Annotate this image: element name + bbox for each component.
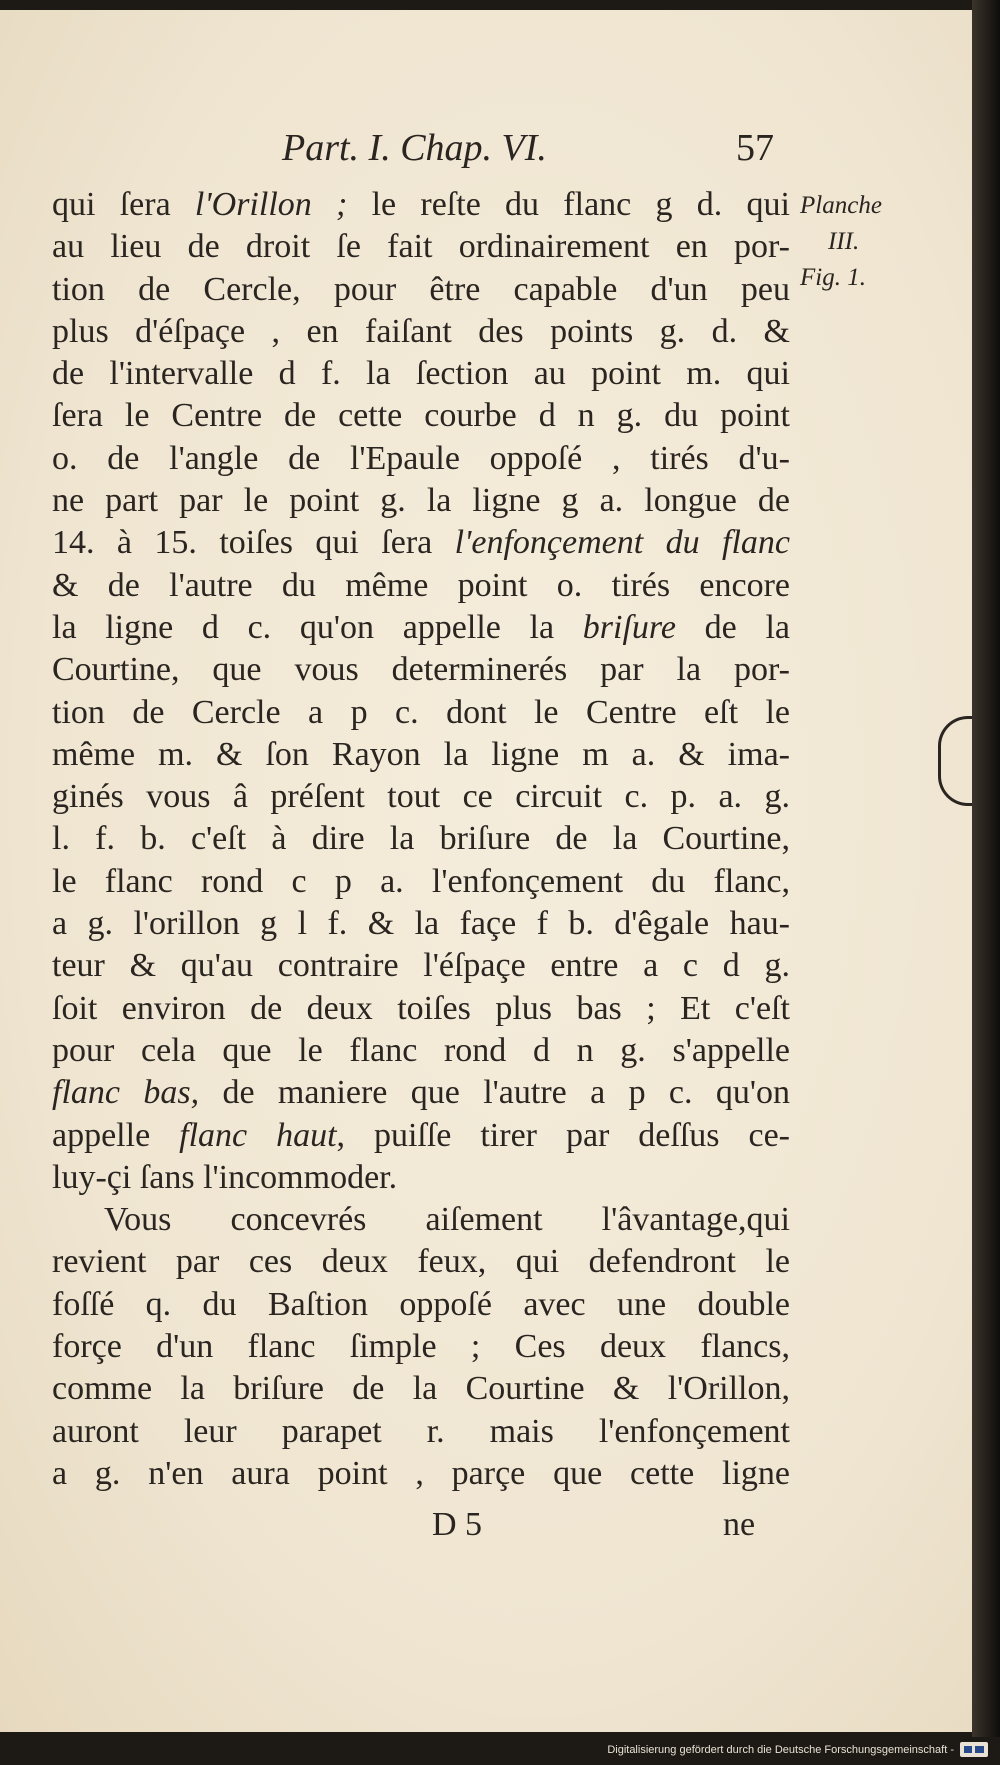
text-run: de l'intervalle d f. la ſection au point m. qui (52, 355, 790, 393)
text-run: le flanc rond c p a. l'enfonçement du flanc, (52, 862, 790, 900)
text-run: forçe d'un flanc ſimple ; Ces deux flancs, (52, 1328, 790, 1366)
text-run: , puiſſe tirer par deſſus ce- (336, 1116, 790, 1154)
italic-term: l'enfonçement du flanc (454, 524, 790, 562)
text-line (52, 945, 790, 987)
text-run: au lieu de droit ſe fait ordinairement en por- (52, 228, 790, 266)
text-run: de maniere que l'autre a p c. qu'on (199, 1074, 791, 1112)
text-line (52, 1411, 790, 1453)
text-run: tion de Cercle, pour être capable d'un peu (52, 270, 790, 308)
text-run: de la (675, 608, 790, 646)
text-line (52, 311, 790, 353)
text-line (52, 353, 790, 395)
catchword: ne (723, 1506, 756, 1543)
text-run: Vous concevrés aiſement l'âvantage,qui (104, 1201, 790, 1239)
margin-note-plate-number: III. (828, 228, 860, 255)
text-run: revient par ces deux feux, qui defendront le (52, 1243, 790, 1281)
text-line (52, 607, 790, 649)
margin-note-plate: Planche (800, 192, 882, 219)
text-line (52, 1284, 790, 1326)
body-text (52, 184, 790, 1495)
text-line (52, 1199, 790, 1241)
text-run: teur & qu'au contraire l'éſpaçe entre a c d g. (52, 947, 790, 985)
text-run: qui ſera (52, 186, 195, 223)
text-run: ſoit environ de deux toiſes plus bas ; Et c'eſt (52, 989, 790, 1027)
text-run: ginés vous â préſent tout ce circuit c. p. a. g. (52, 778, 790, 816)
text-line (52, 861, 790, 903)
text-run: luy-çi ſans l'incommoder. (52, 1158, 398, 1196)
text-line (52, 1241, 790, 1283)
text-run: appelle (52, 1116, 180, 1154)
italic-term: l'Orillon ; (194, 186, 348, 223)
text-line (52, 438, 790, 480)
text-run: auront leur parapet r. mais l'enfonçement (52, 1412, 790, 1450)
page-foot (0, 1506, 790, 1556)
text-run: Courtine, que vous determinerés par la por- (52, 651, 790, 689)
signature-mark: D 5 (432, 1506, 483, 1543)
text-line (52, 1030, 790, 1072)
text-line (52, 1157, 790, 1199)
text-line (52, 522, 790, 564)
text-line (52, 988, 790, 1030)
text-line (52, 692, 790, 734)
text-run: plus d'éſpaçe , en faiſant des points g. d. & (52, 312, 790, 350)
text-run: l. f. b. c'eſt à dire la briſure de la Courtine, (52, 820, 790, 858)
text-run: o. de l'angle de l'Epaule oppoſé , tirés d'u- (52, 439, 790, 477)
margin-note-figure: Fig. 1. (800, 264, 866, 291)
italic-term: flanc haut (179, 1116, 337, 1154)
text-line (52, 1326, 790, 1368)
text-run: & de l'autre du même point o. tirés encore (52, 566, 790, 604)
text-line (52, 565, 790, 607)
dfg-logo-icon (960, 1742, 988, 1757)
chapter-title: Part. I. Chap. VI. (282, 127, 547, 169)
running-head (0, 126, 790, 176)
text-line (52, 395, 790, 437)
text-line (52, 226, 790, 268)
text-run: la ligne d c. qu'on appelle la (52, 608, 583, 646)
text-line (52, 1368, 790, 1410)
text-line (52, 480, 790, 522)
text-run: a g. n'en aura point , parçe que cette ligne (52, 1454, 790, 1492)
credit-bar (0, 1737, 1000, 1765)
text-run: pour cela que le flanc rond d n g. s'appelle (52, 1031, 790, 1069)
text-run: ne part par le point g. la ligne g a. longue de (52, 482, 790, 520)
book-page (0, 10, 972, 1732)
margin-note (800, 188, 920, 296)
text-run: 14. à 15. toiſes qui ſera (52, 524, 455, 562)
text-run: tion de Cercle a p c. dont le Centre eſt le (52, 693, 790, 731)
text-line (52, 1072, 790, 1114)
text-run: foſſé q. du Baſtion oppoſé avec une double (52, 1285, 790, 1323)
text-line (52, 184, 790, 226)
italic-term: briſure (582, 608, 676, 646)
text-line (52, 1453, 790, 1495)
text-line (52, 903, 790, 945)
text-line (52, 649, 790, 691)
text-run: a g. l'orillon g l f. & la façe f b. d'êgale hau- (52, 905, 790, 943)
text-line (52, 776, 790, 818)
text-run: même m. & ſon Rayon la ligne m a. & ima- (52, 735, 790, 773)
text-run: le reſte du flanc g d. qui (347, 186, 790, 223)
digitization-credit: Digitalisierung gefördert durch die Deutsche Forschungsgemeinschaft - (607, 1744, 954, 1756)
page-number: 57 (736, 127, 774, 169)
text-line (52, 269, 790, 311)
text-line (52, 818, 790, 860)
text-line (52, 734, 790, 776)
text-line (52, 1115, 790, 1157)
book-edge (972, 0, 1000, 1765)
italic-term: flanc bas, (52, 1074, 200, 1112)
text-run: comme la briſure de la Courtine & l'Orillon, (52, 1370, 790, 1408)
text-run: ſera le Centre de cette courbe d n g. du point (52, 397, 790, 435)
